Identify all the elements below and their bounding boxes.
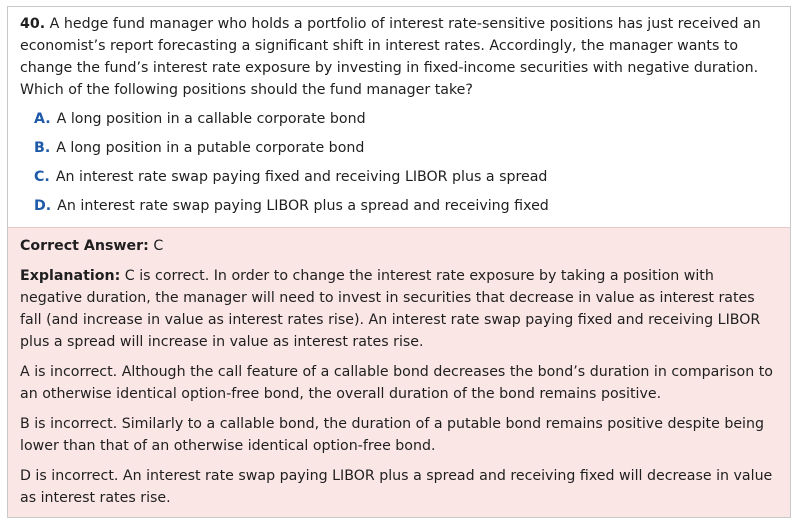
option-letter: A. [34, 111, 51, 127]
option-text: A long position in a callable corporate bond [56, 111, 366, 127]
question-stem [20, 13, 778, 101]
explanation-option-b: B is incorrect. Similarly to a callable bond, the duration of a putable bond remains positive despite being lower than that of an otherwise identical option-free bond. [20, 416, 764, 454]
option-letter: B. [34, 140, 51, 156]
option-letter: D. [34, 198, 52, 214]
question-text: A hedge fund manager who holds a portfolio of interest rate-sensitive positions has just received an economist’s report forecasting a significant shift in interest rates. Accordingly, the manager wants to change the fund’s interest rate exposure by investing in fixed-income securities with negative duration. Which of the following positions should the fund manager take? [20, 16, 761, 98]
explanation [20, 265, 778, 353]
option-text: A long position in a putable corporate bond [56, 140, 365, 156]
explanation-text: C is correct. In order to change the interest rate exposure by taking a position with negative duration, the manager will need to invest in securities that decrease in value as interest rates fall (and increase in value as interest rates rise). An interest rate swap paying fixed and receiving LIBOR plus a spread will increase in value as interest rates rise. [20, 268, 761, 350]
question-card [7, 6, 791, 518]
correct-answer-label: Correct Answer: [20, 238, 149, 254]
option-b[interactable] [34, 134, 778, 163]
option-a[interactable] [34, 105, 778, 134]
answer-section [8, 227, 790, 518]
question-section [8, 7, 790, 227]
option-text: An interest rate swap paying fixed and receiving LIBOR plus a spread [55, 169, 548, 185]
answer-options [20, 105, 778, 221]
explanation-label: Explanation: [20, 268, 121, 284]
option-d[interactable] [34, 192, 778, 221]
correct-answer-value: C [153, 238, 164, 254]
question-number: 40. [20, 16, 46, 32]
explanation-option-d: D is incorrect. An interest rate swap paying LIBOR plus a spread and receiving fixed will decrease in value as interest rates rise. [20, 468, 773, 506]
option-letter: C. [34, 169, 50, 185]
correct-answer [20, 235, 778, 257]
option-c[interactable] [34, 163, 778, 192]
option-text: An interest rate swap paying LIBOR plus a spread and receiving fixed [57, 198, 549, 214]
explanation-option-a: A is incorrect. Although the call feature of a callable bond decreases the bond’s duration in comparison to an otherwise identical option-free bond, the overall duration of the bond remains positive. [20, 364, 773, 402]
